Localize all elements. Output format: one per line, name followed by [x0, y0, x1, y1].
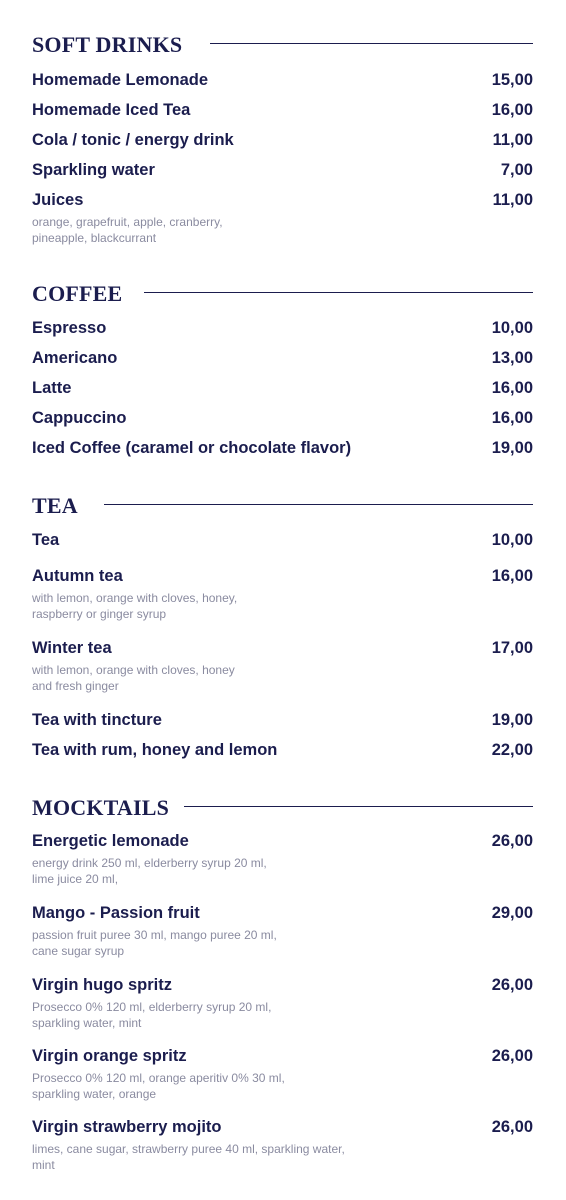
item-name: Espresso [32, 319, 107, 337]
item-name: Latte [32, 379, 72, 397]
item-name: Cappuccino [32, 409, 127, 427]
item-name: Tea [32, 531, 60, 549]
section-mocktails [32, 794, 533, 1172]
item-description [32, 214, 412, 246]
item-description [32, 999, 412, 1031]
item-name: Autumn tea [32, 567, 123, 585]
item-name: Mango - Passion fruit [32, 904, 200, 922]
item-price: 11,00 [492, 131, 533, 149]
item-name: Virgin hugo spritz [32, 976, 172, 994]
item-price: 26,00 [491, 1118, 533, 1136]
item-price: 7,00 [500, 161, 533, 179]
item-name: Homemade Iced Tea [32, 101, 191, 119]
description-line: mint [32, 1158, 55, 1172]
description-line: limes, cane sugar, strawberry puree 40 ml, sparkling water, [32, 1142, 345, 1156]
section-tea [32, 492, 533, 759]
item-price: 29,00 [491, 904, 533, 922]
item-price: 17,00 [491, 639, 533, 657]
section-header [32, 794, 533, 822]
section-title: SOFT DRINKS [32, 32, 183, 57]
item-price: 10,00 [491, 319, 533, 337]
item-price: 11,00 [492, 191, 533, 209]
item-price: 16,00 [491, 379, 533, 397]
description-line: cane sugar syrup [32, 944, 125, 958]
item-price: 26,00 [491, 976, 533, 994]
item-price: 16,00 [491, 101, 533, 119]
item-price: 16,00 [491, 567, 533, 585]
item-name: Americano [32, 349, 118, 367]
description-line: sparkling water, mint [32, 1016, 142, 1030]
item-price: 16,00 [491, 409, 533, 427]
description-line: pineapple, blackcurrant [32, 231, 157, 245]
section-header [32, 492, 533, 520]
item-description [32, 1141, 412, 1173]
item-price: 19,00 [491, 439, 533, 457]
item-name: Energetic lemonade [32, 832, 189, 850]
description-line: with lemon, orange with cloves, honey [32, 663, 235, 677]
item-price: 10,00 [491, 531, 533, 549]
section-title: TEA [32, 493, 78, 518]
section-divider [104, 504, 533, 505]
item-name: Homemade Lemonade [32, 71, 209, 89]
item-description [32, 855, 412, 887]
item-price: 19,00 [491, 711, 533, 729]
item-description [32, 927, 412, 959]
section-divider [144, 292, 533, 293]
section-header [32, 280, 533, 308]
item-description [32, 1070, 412, 1102]
section-soft-drinks [32, 31, 533, 245]
section-divider [184, 806, 533, 807]
item-name: Virgin strawberry mojito [32, 1118, 222, 1136]
description-line: energy drink 250 ml, elderberry syrup 20 ml, [32, 856, 267, 870]
item-price: 13,00 [491, 349, 533, 367]
section-header [32, 31, 533, 59]
description-line: Prosecco 0% 120 ml, elderberry syrup 20 ml, [32, 1000, 272, 1014]
description-line: with lemon, orange with cloves, honey, [32, 591, 238, 605]
item-price: 22,00 [491, 741, 533, 759]
description-line: passion fruit puree 30 ml, mango puree 20 ml, [32, 928, 277, 942]
description-line: Prosecco 0% 120 ml, orange aperitiv 0% 30 ml, [32, 1071, 285, 1085]
item-name: Iced Coffee (caramel or chocolate flavor) [32, 439, 352, 457]
description-line: raspberry or ginger syrup [32, 607, 167, 621]
section-title: MOCKTAILS [32, 795, 170, 820]
description-line: sparkling water, orange [32, 1087, 157, 1101]
item-price: 26,00 [491, 1047, 533, 1065]
item-price: 15,00 [491, 71, 533, 89]
item-description [32, 662, 412, 694]
item-name: Juices [32, 191, 84, 209]
item-name: Cola / tonic / energy drink [32, 131, 234, 149]
description-line: and fresh ginger [32, 679, 119, 693]
item-description [32, 590, 412, 622]
section-title: COFFEE [32, 281, 123, 306]
section-coffee [32, 280, 533, 457]
item-name: Sparkling water [32, 161, 155, 179]
item-name: Winter tea [32, 639, 112, 657]
item-name: Virgin orange spritz [32, 1047, 187, 1065]
item-name: Tea with rum, honey and lemon [32, 741, 278, 759]
item-name: Tea with tincture [32, 711, 162, 729]
section-divider [210, 43, 533, 44]
description-line: orange, grapefruit, apple, cranberry, [32, 215, 223, 229]
item-price: 26,00 [491, 832, 533, 850]
description-line: lime juice 20 ml, [32, 872, 119, 886]
